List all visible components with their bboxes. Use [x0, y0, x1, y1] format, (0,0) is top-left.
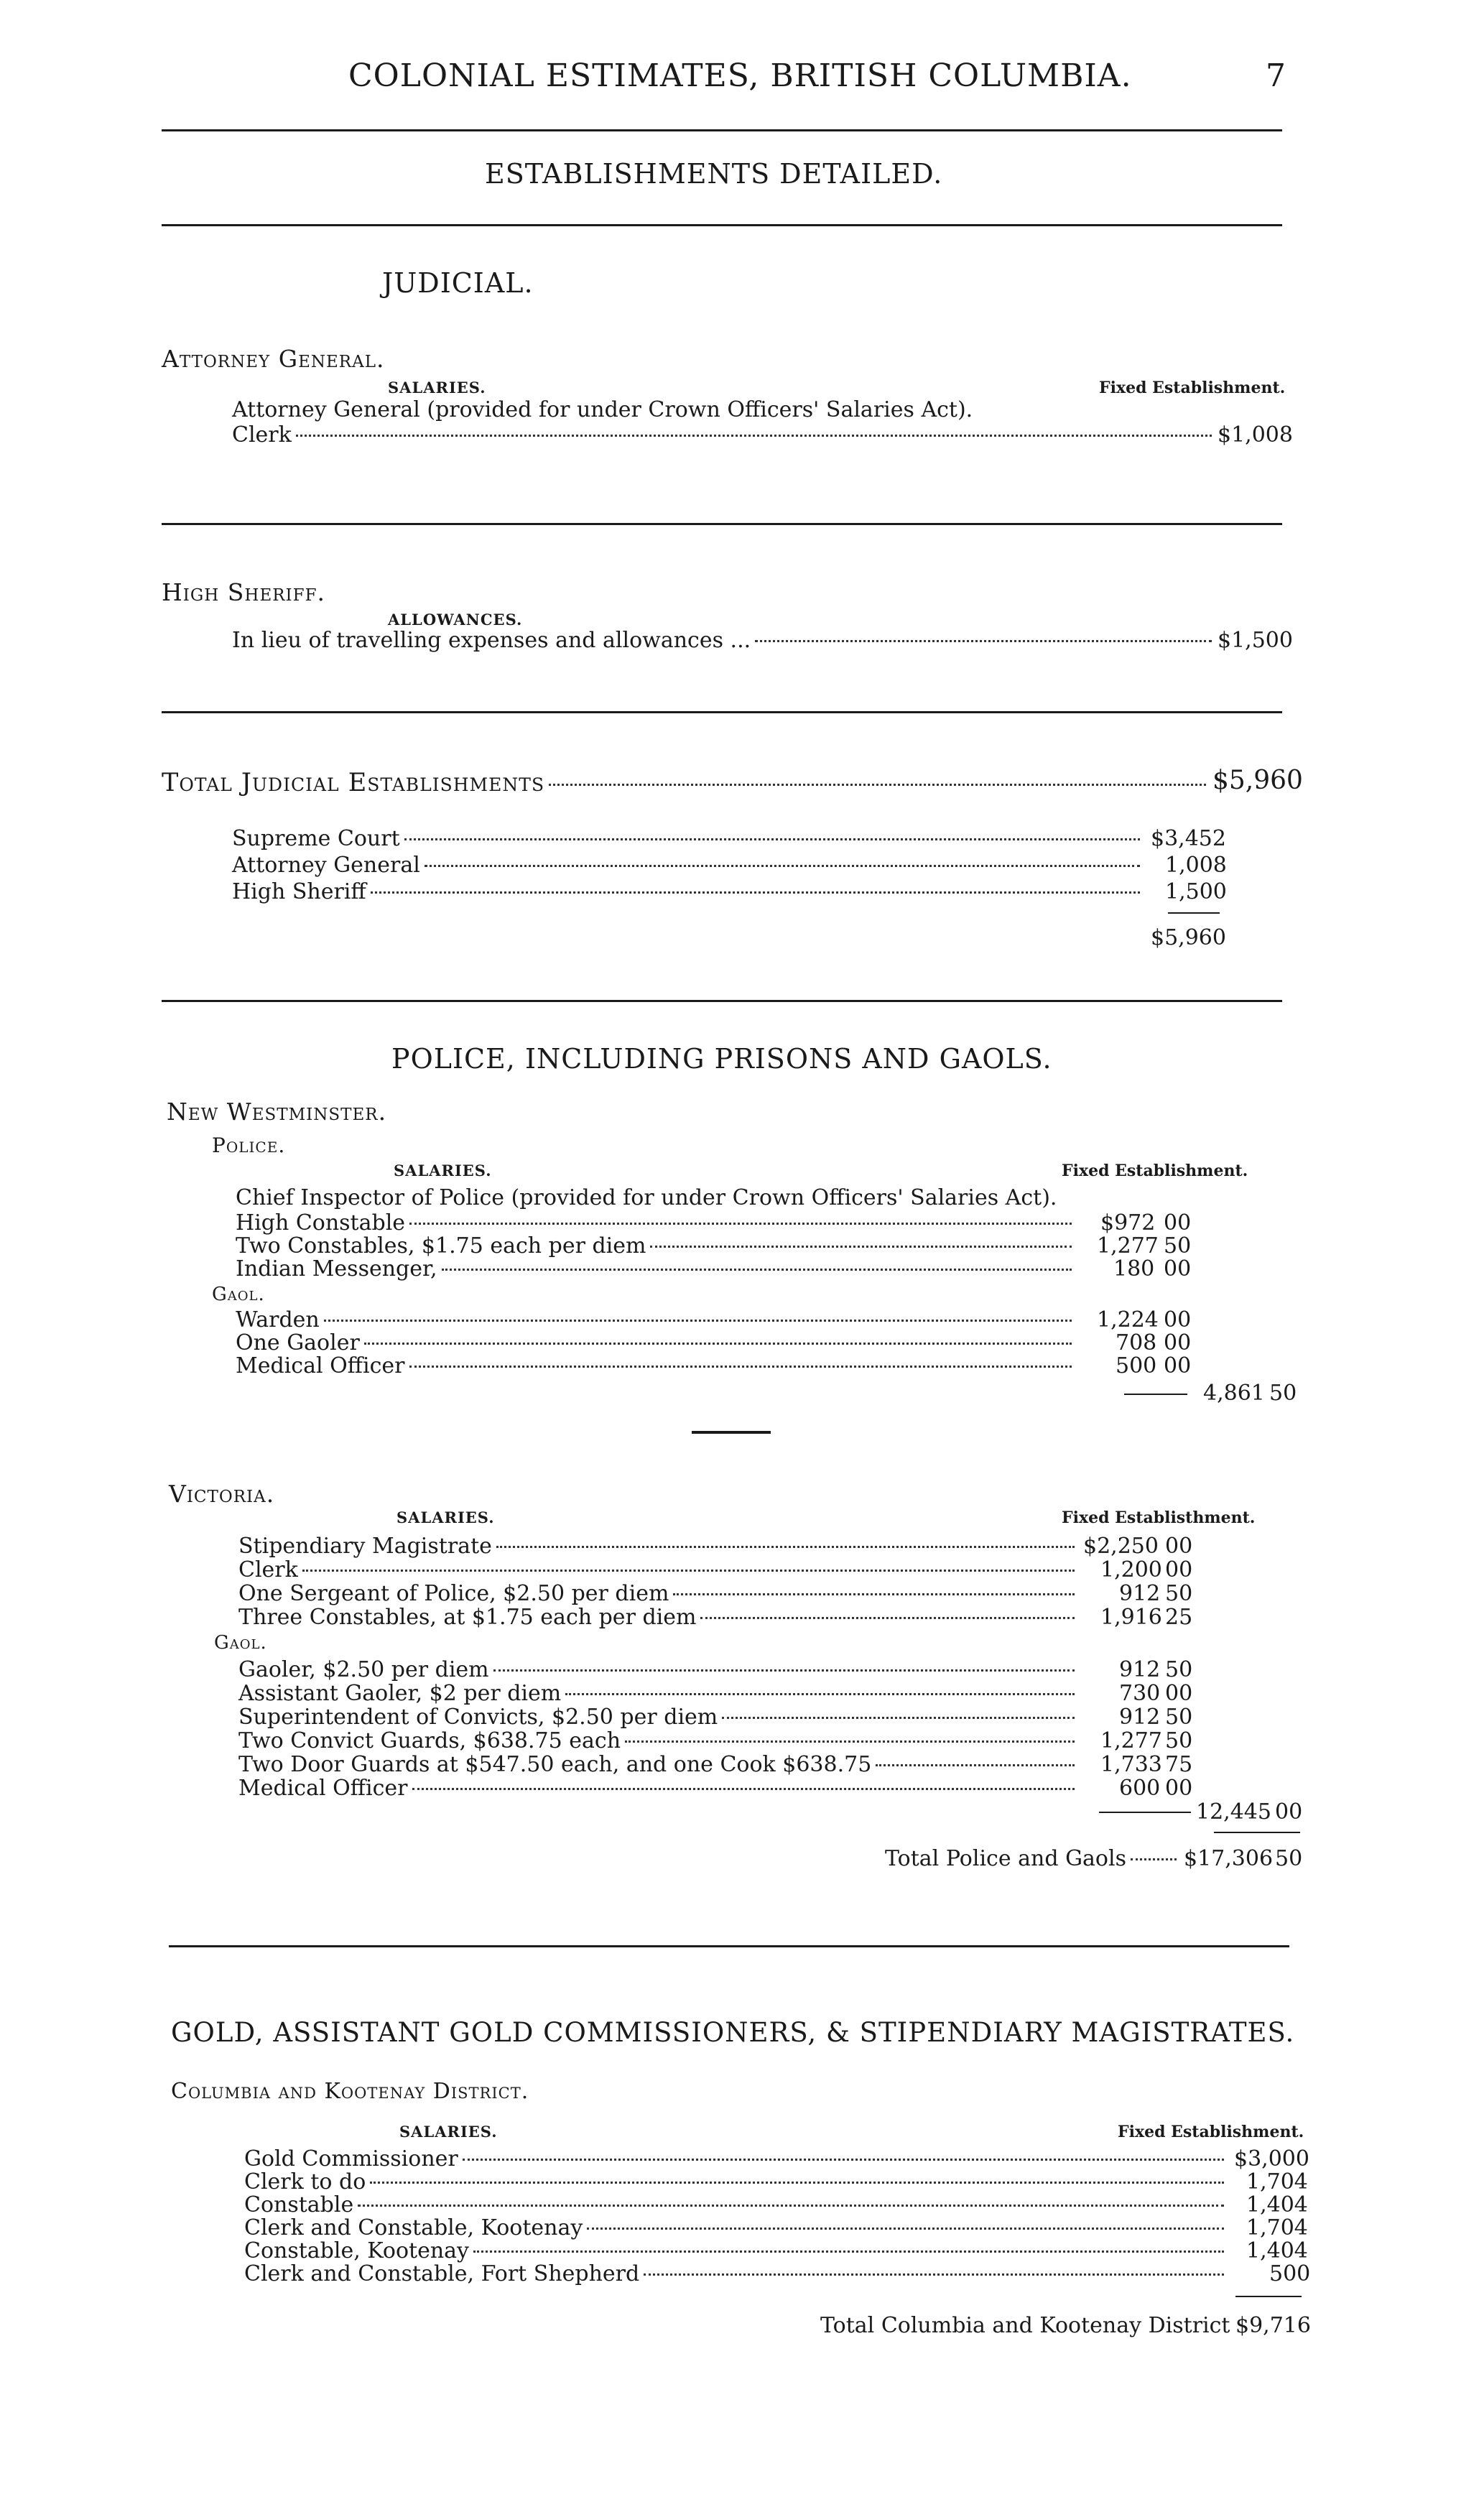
total-rule	[1235, 2296, 1302, 2297]
ledger-row	[236, 1256, 1076, 1281]
ledger-row	[244, 2192, 1228, 2217]
ledger-label: Three Constables, at $1.75 each per diem	[238, 1605, 697, 1630]
ledger-row	[244, 2169, 1228, 2194]
chief-inspector-note: Chief Inspector of Police (provided for under Crown Officers' Salaries Act).	[236, 1185, 1057, 1210]
summary-label: Supreme Court	[232, 826, 400, 851]
gold-total-amount: $9,716	[1235, 2313, 1311, 2338]
ledger-row	[238, 1681, 1079, 1706]
ledger-row	[238, 1557, 1079, 1582]
ledger-amount: 1,704	[1246, 2169, 1308, 2194]
dot-leader	[644, 2273, 1224, 2276]
allowance-amount: $1,500	[1218, 628, 1293, 653]
ledger-row	[238, 1581, 1079, 1606]
ledger-row	[244, 2215, 1228, 2240]
ledger-label: Assistant Gaoler, $2 per diem	[238, 1681, 562, 1706]
summary-row	[232, 826, 1144, 851]
police-heading: POLICE, INCLUDING PRISONS AND GAOLS.	[391, 1043, 1052, 1075]
ledger-row	[238, 1657, 1079, 1682]
summary-amount: 1,500	[1165, 879, 1227, 904]
subtotal-rule	[1124, 1394, 1187, 1395]
new-westminster-heading: New Westminster.	[167, 1098, 387, 1126]
dot-leader	[625, 1740, 1075, 1743]
divider	[162, 1000, 1282, 1002]
dot-leader	[876, 1764, 1075, 1766]
ledger-dollars: 500	[1116, 1353, 1157, 1378]
subtotal-cents: 00	[1275, 1799, 1303, 1825]
ledger-label: Medical Officer	[238, 1776, 408, 1801]
dot-leader	[404, 838, 1140, 840]
ledger-label: Warden	[236, 1307, 320, 1332]
victoria-heading: Victoria.	[169, 1480, 275, 1508]
ledger-label: Two Constables, $1.75 each per diem	[236, 1233, 646, 1258]
ledger-row	[238, 1705, 1079, 1730]
ledger-dollars: 912	[1119, 1657, 1161, 1682]
dot-leader	[370, 2182, 1224, 2184]
ledger-cents: 00	[1164, 1307, 1192, 1332]
ledger-dollars: $2,250	[1083, 1534, 1159, 1559]
gold-heading: GOLD, ASSISTANT GOLD COMMISSIONERS, & STIPENDIARY MAGISTRATES.	[171, 2017, 1295, 2048]
district-heading: Columbia and Kootenay District.	[171, 2079, 529, 2104]
summary-label: Attorney General	[232, 853, 420, 878]
dot-leader	[409, 1223, 1072, 1225]
dot-leader	[493, 1669, 1075, 1672]
dot-leader	[673, 1593, 1075, 1595]
ledger-row	[236, 1353, 1076, 1378]
divider	[162, 224, 1282, 226]
ledger-cents: 00	[1165, 1557, 1193, 1582]
ledger-label: Indian Messenger,	[236, 1256, 437, 1281]
subtotal-cents: 50	[1269, 1381, 1297, 1406]
ledger-dollars: 912	[1119, 1581, 1161, 1606]
dot-leader	[1131, 1858, 1177, 1860]
police-total-label: Total Police and Gaols	[885, 1846, 1126, 1871]
ledger-label: Gold Commissioner	[244, 2146, 458, 2171]
total-judicial-label: Total Judicial Establishments	[162, 769, 545, 797]
clerk-label: Clerk	[232, 422, 292, 448]
ledger-dollars: 708	[1116, 1330, 1157, 1355]
high-sheriff-heading: High Sheriff.	[162, 578, 326, 606]
ledger-label: Clerk to do	[244, 2169, 366, 2194]
ledger-cents: 00	[1164, 1256, 1192, 1281]
ledger-amount: 1,404	[1246, 2238, 1308, 2263]
dot-leader	[549, 784, 1206, 786]
fixed-establishment-label: Fixed Establishment.	[1118, 2123, 1304, 2141]
ledger-dollars: 1,733	[1100, 1752, 1162, 1777]
summary-amount: 1,008	[1165, 853, 1227, 878]
ledger-label: One Gaoler	[236, 1330, 360, 1355]
subtotal-dollars: 12,445	[1196, 1799, 1271, 1825]
summary-row	[232, 879, 1144, 904]
ledger-amount: 1,404	[1246, 2192, 1308, 2217]
police-total-row	[885, 1846, 1181, 1871]
dot-leader	[587, 2228, 1224, 2230]
summary-row	[232, 853, 1144, 878]
salaries-label: SALARIES.	[388, 379, 486, 397]
judicial-sum: $5,960	[1151, 925, 1226, 950]
ledger-label: Clerk and Constable, Kootenay	[244, 2215, 583, 2240]
dot-leader	[463, 2159, 1224, 2161]
subtotal-dollars: 4,861	[1203, 1381, 1265, 1406]
ledger-row	[236, 1233, 1076, 1258]
salaries-label: SALARIES.	[399, 2123, 498, 2141]
divider	[162, 523, 1282, 525]
allowances-label: ALLOWANCES.	[388, 611, 523, 629]
page-title: COLONIAL ESTIMATES, BRITISH COLUMBIA.	[348, 57, 1132, 94]
police-total-cents: 50	[1275, 1846, 1303, 1871]
fixed-establishment-label: Fixed Establisthment.	[1062, 1508, 1256, 1527]
dot-leader	[700, 1617, 1075, 1619]
ledger-row	[244, 2238, 1228, 2263]
ledger-dollars: 1,200	[1100, 1557, 1162, 1582]
total-judicial-amount: $5,960	[1212, 766, 1303, 795]
dot-leader	[364, 1343, 1072, 1345]
ledger-label: Constable, Kootenay	[244, 2238, 469, 2263]
dot-leader	[722, 1717, 1075, 1719]
fixed-establishment-label: Fixed Establishment.	[1099, 379, 1286, 397]
allowance-label: In lieu of travelling expenses and allowances ...	[232, 628, 751, 653]
ledger-cents: 00	[1164, 1353, 1192, 1378]
dot-leader	[473, 2251, 1224, 2253]
ledger-cents: 50	[1165, 1657, 1193, 1682]
ledger-dollars: 600	[1119, 1776, 1161, 1801]
ledger-row	[244, 2261, 1228, 2286]
total-rule	[1214, 1832, 1300, 1833]
ledger-cents: 00	[1165, 1534, 1193, 1559]
ledger-label: Clerk	[238, 1557, 298, 1582]
dot-leader	[371, 891, 1140, 894]
divider	[162, 711, 1282, 713]
gaol-subheading: Gaol.	[214, 1632, 267, 1654]
dot-leader	[442, 1269, 1072, 1271]
dot-leader	[358, 2205, 1224, 2207]
ledger-row	[238, 1776, 1079, 1801]
ledger-label: Constable	[244, 2192, 354, 2217]
salaries-label: SALARIES.	[396, 1508, 495, 1526]
dot-leader	[425, 865, 1140, 867]
ledger-row	[238, 1605, 1079, 1630]
police-total-dollars: $17,306	[1184, 1846, 1274, 1871]
dot-leader	[565, 1693, 1075, 1695]
attorney-general-heading: Attorney General.	[162, 345, 385, 373]
ledger-cents: 00	[1165, 1681, 1193, 1706]
ledger-label: High Constable	[236, 1210, 406, 1236]
judicial-heading: JUDICIAL.	[382, 267, 534, 299]
ledger-amount: 500	[1269, 2261, 1311, 2286]
sum-rule	[1168, 912, 1220, 914]
allowance-row	[232, 628, 1216, 653]
ledger-label: One Sergeant of Police, $2.50 per diem	[238, 1581, 669, 1606]
dot-leader	[755, 640, 1212, 642]
ledger-row	[236, 1307, 1076, 1332]
ledger-dollars: 730	[1119, 1681, 1161, 1706]
total-judicial-row	[162, 769, 1210, 797]
clerk-row	[232, 422, 1216, 448]
ledger-dollars: 1,916	[1100, 1605, 1162, 1630]
ledger-cents: 50	[1164, 1233, 1192, 1258]
ledger-cents: 50	[1165, 1705, 1193, 1730]
ledger-row	[238, 1534, 1079, 1559]
ledger-dollars: $972	[1100, 1210, 1156, 1236]
ledger-cents: 00	[1164, 1330, 1192, 1355]
ledger-cents: 50	[1165, 1581, 1193, 1606]
divider	[169, 1945, 1289, 1947]
ledger-cents: 75	[1165, 1752, 1193, 1777]
summary-label: High Sheriff	[232, 879, 366, 904]
subtotal-rule	[1099, 1812, 1191, 1813]
ledger-cents: 50	[1165, 1728, 1193, 1753]
ledger-label: Stipendiary Magistrate	[238, 1534, 492, 1559]
gaol-subheading: Gaol.	[212, 1284, 265, 1305]
ledger-label: Medical Officer	[236, 1353, 405, 1378]
dot-leader	[409, 1366, 1072, 1368]
attorney-general-note: Attorney General (provided for under Crown Officers' Salaries Act).	[232, 397, 973, 422]
ledger-row	[236, 1330, 1076, 1355]
ledger-cents: 25	[1165, 1605, 1193, 1630]
section-subtitle: ESTABLISHMENTS DETAILED.	[485, 158, 943, 190]
summary-amount: $3,452	[1151, 826, 1226, 851]
ledger-cents: 00	[1164, 1210, 1192, 1236]
ledger-row	[244, 2146, 1228, 2171]
page-number: 7	[1266, 57, 1286, 94]
ledger-label: Two Door Guards at $547.50 each, and one Cook $638.75	[238, 1752, 872, 1777]
police-subheading: Police.	[212, 1134, 286, 1157]
dot-leader	[650, 1246, 1072, 1248]
dot-leader	[496, 1546, 1075, 1548]
divider	[162, 129, 1282, 131]
dot-leader	[296, 435, 1212, 437]
clerk-amount: $1,008	[1218, 422, 1293, 448]
ledger-dollars: 1,277	[1097, 1233, 1159, 1258]
ledger-label: Two Convict Guards, $638.75 each	[238, 1728, 621, 1753]
ledger-cents: 00	[1165, 1776, 1193, 1801]
ledger-row	[238, 1728, 1079, 1753]
ledger-dollars: 180	[1113, 1256, 1155, 1281]
ledger-dollars: 912	[1119, 1705, 1161, 1730]
ledger-row	[238, 1752, 1079, 1777]
dot-leader	[324, 1320, 1072, 1322]
dot-leader	[302, 1570, 1075, 1572]
salaries-label: SALARIES.	[394, 1162, 492, 1179]
ledger-label: Gaoler, $2.50 per diem	[238, 1657, 489, 1682]
ledger-dollars: 1,277	[1100, 1728, 1162, 1753]
dot-leader	[412, 1788, 1075, 1790]
ledger-amount: 1,704	[1246, 2215, 1308, 2240]
section-break	[692, 1431, 771, 1434]
ledger-amount: $3,000	[1234, 2146, 1309, 2171]
gold-total-label: Total Columbia and Kootenay District	[820, 2313, 1230, 2338]
fixed-establishment-label: Fixed Establishment.	[1062, 1162, 1248, 1180]
ledger-label: Superintendent of Convicts, $2.50 per diem	[238, 1705, 718, 1730]
ledger-row	[236, 1210, 1076, 1236]
ledger-label: Clerk and Constable, Fort Shepherd	[244, 2261, 640, 2286]
ledger-dollars: 1,224	[1097, 1307, 1159, 1332]
